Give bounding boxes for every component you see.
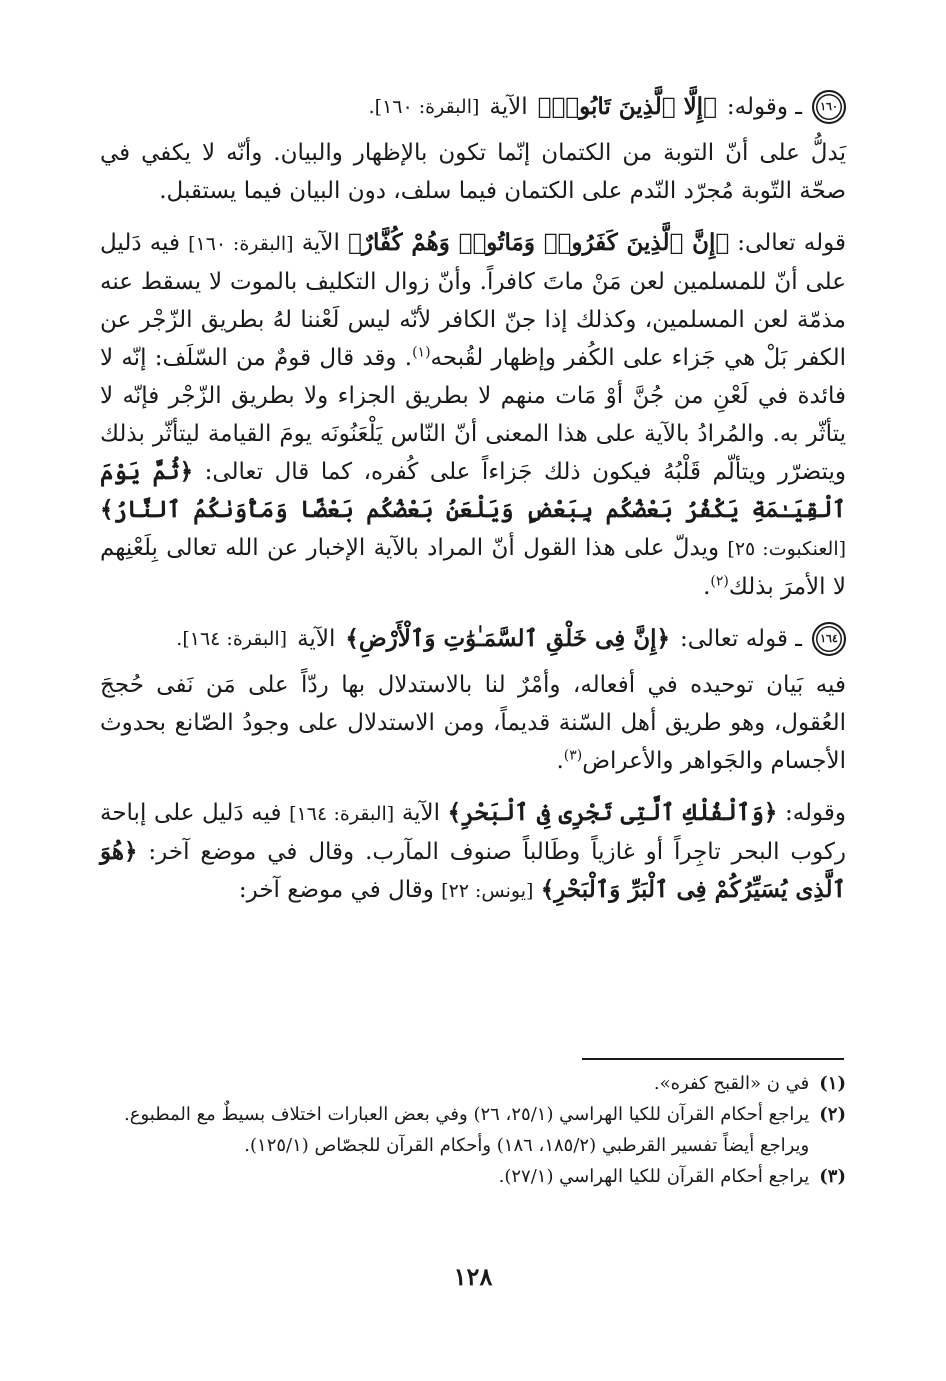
verse-heading-164 [100, 620, 846, 658]
surah-reference: [البقرة: ١٦٤]. [176, 628, 288, 650]
paragraph-text: يَدلُّ على أنّ التوبة من الكتمان إنّما تكون بالإظهار والبيان. وأنّه لا يكفي في صحّة التّوبة مُجرّد النّدم على الكتمان فيما سلف، دون البيان فيما يستقبل. [100, 140, 846, 204]
paragraph-text: وقال في موضع آخر: [238, 877, 434, 903]
paragraph-tail: الآية [401, 800, 441, 826]
paragraph-sea-travel [100, 794, 846, 910]
footnote-marker[interactable]: (٢) [710, 573, 729, 590]
footnotes [100, 1068, 846, 1192]
quran-quote: ﴿إِنَّ ٱلَّذِينَ كَفَرُوا۟ وَمَاتُوا۟ وَهُمْ كُفَّارٌ﴾ [348, 229, 730, 256]
paragraph-tail: الآية [301, 230, 340, 256]
footnote-separator [582, 1058, 844, 1060]
footnote-number: (٣) [819, 1166, 846, 1187]
paragraph-intro: قوله تعالى: [737, 230, 847, 256]
main-text [100, 88, 846, 910]
footnote-marker[interactable]: (٣) [563, 747, 583, 764]
heading-tail: الآية [297, 626, 336, 652]
paragraph-text: ويدلّ على هذا القول أنّ المراد بالآية الإخبار عن الله تعالى بِلَعْنِهم لا الأمرَ بذلك [100, 535, 846, 600]
verse-number-badge: ١٦٤ [812, 622, 846, 656]
verse-heading-160 [100, 88, 846, 126]
footnote-text: في ن «القبح كفره». [653, 1073, 810, 1094]
paragraph-text: . وقد قال قومٌ من السّلَف: إنّه لا فائدة في لَعْنِ من جُنَّ أوْ مَات منهم لا بطريق الجزاء ولا بطريق الزّجْر فإنّه لا يتأثّر به. والمُرادُ بالآية على هذا المعنى أنّ النّاس يَلْعَنُونَه يومَ القيامة ليتأثّر بذلك ويتضرّر ويتألّم قَلْبُهُ فيكون ذلك جَزاءاً على كُفره، كما قال تعالى: [100, 345, 846, 485]
verse-number-badge: ١٦٠ [812, 90, 846, 124]
page-number: ١٢٨ [453, 1262, 493, 1291]
footnote-number: (٢) [819, 1104, 846, 1125]
surah-reference: [العنكبوت: ٢٥] [727, 538, 847, 560]
footnote-marker[interactable]: (١) [412, 344, 431, 361]
heading-intro: ـ قوله تعالى: [679, 626, 802, 652]
quran-quote: ﴿ثُمَّ يَوْمَ ٱلْقِيَـٰمَةِ يَكْفُرُ بَعْضُكُم بِبَعْضٍ وَيَلْعَنُ بَعْضُكُم بَعْضًا وَمَأْوَىٰكُمُ ٱلنَّارُ﴾ [100, 458, 846, 523]
surah-reference: [البقرة: ١٦٤] [289, 803, 395, 825]
paragraph-end: . [556, 748, 564, 774]
footnote-text: يراجع أحكام القرآن للكيا الهراسي (٢٥/١، ٢٦) وفي بعض العبارات اختلاف بسيطٌ مع المطبوع. ويراجع أيضاً تفسير القرطبي (١٨٥/٢، ١٨٦) وأحكام القرآن للجصّاص (١٢٥/١). [124, 1104, 810, 1156]
quran-quote: ﴿إِلَّا ٱلَّذِينَ تَابُوا۟﴾ [537, 93, 717, 120]
paragraph-end: . [703, 574, 711, 600]
footnote-3 [100, 1161, 846, 1192]
quran-quote: ﴿إِنَّ فِى خَلْقِ ٱلسَّمَـٰوَٰتِ وَٱلْأَرْضِ﴾ [345, 625, 670, 652]
footnote-number: (١) [819, 1073, 846, 1094]
surah-reference: [البقرة: ١٦٠] [188, 233, 294, 255]
surah-reference: [البقرة: ١٦٠]. [368, 96, 480, 118]
heading-tail: الآية [489, 94, 528, 120]
footnote-1 [100, 1068, 846, 1099]
paragraph-tawhid [100, 666, 846, 780]
footnote-text: يراجع أحكام القرآن للكيا الهراسي (٢٧/١). [498, 1166, 810, 1187]
paragraph-text: فيه دَليل على إباحة ركوب البحر تاجِراً أو غازياً وطَالباً صنوف المآرب. وقال في موضع آخر: [100, 800, 847, 865]
paragraph-text: فيه دَليل على أنّ للمسلمين لعن مَنْ ماتَ كافراً. وأنّ زوال التكليف بالموت لا يسقط عنه مذمّة لعن المسلمين، وكذلك إذا جنّ الكافر لأنّه ليس لَعْننا لهُ بطريق الزّجْر عن الكفر بَلْ هي جَزاء على الكُفر وإظهار لقُبحه [100, 230, 846, 371]
paragraph-intro: وقوله: [784, 800, 847, 826]
footnote-2 [100, 1099, 846, 1161]
surah-reference: [يونس: ٢٢] [441, 880, 534, 902]
quran-quote: ﴿هُوَ ٱلَّذِى يُسَيِّرُكُمْ فِى ٱلْبَرِّ وَٱلْبَحْرِ﴾ [100, 838, 846, 903]
paragraph-text: فيه بَيان توحيده في أفعاله، وأمْرٌ لنا بالاستدلال بها ردّاً على مَن نَفى حُججَ العُقول، وهو طريق أهل السّنة قديماً، ومن الاستدلال على وجودُ الصّانع بحدوث الأجسام والجَواهر والأعراض [100, 672, 846, 774]
paragraph-tawba [100, 134, 846, 210]
heading-intro: ـ وقوله: [726, 94, 802, 120]
paragraph-kafir-curse [100, 224, 846, 606]
quran-quote: ﴿وَٱلْفُلْكِ ٱلَّتِى تَجْرِى فِى ٱلْبَحْرِ﴾ [447, 799, 778, 826]
